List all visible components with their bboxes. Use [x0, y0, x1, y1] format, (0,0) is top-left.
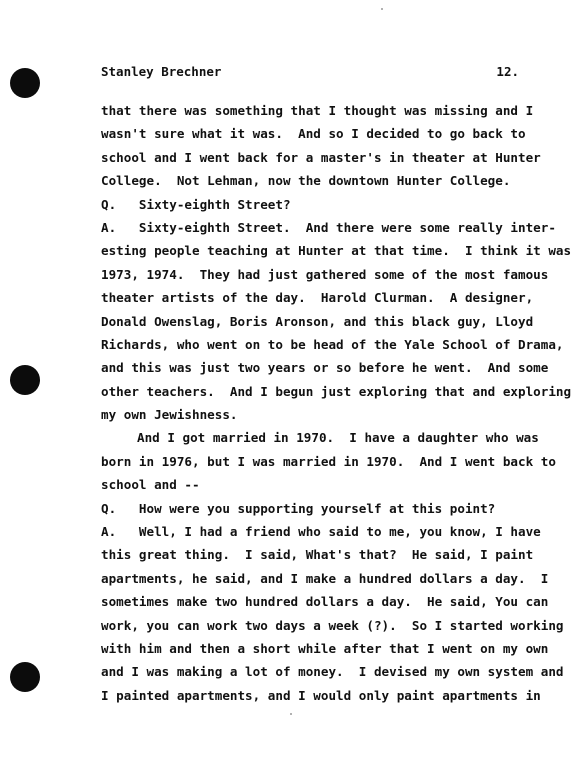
transcript-line: Q. How were you supporting yourself at this point? [101, 500, 496, 516]
transcript-line: A. Sixty-eighth Street. And there were some really inter- [101, 219, 556, 235]
transcript-line: theater artists of the day. Harold Clurman. A designer, [101, 290, 534, 306]
page-number: 12. [496, 64, 519, 79]
transcript-line: I painted apartments, and I would only paint apartments in [101, 687, 541, 703]
transcript-line: esting people teaching at Hunter at that time. I think it was [101, 243, 572, 259]
transcript-line: other teachers. And I begun just exploring that and exploring [101, 383, 572, 399]
binder-hole-bottom [10, 662, 40, 692]
binder-hole-top [10, 68, 40, 98]
transcript-line: school and -- [101, 477, 200, 493]
interviewee-name: Stanley Brechner [101, 64, 222, 79]
scan-speck [290, 713, 292, 715]
transcript-line: A. Well, I had a friend who said to me, you know, I have [101, 524, 541, 540]
transcript-line: 1973, 1974. They had just gathered some of the most famous [101, 266, 549, 282]
transcript-line: Donald Owenslag, Boris Aronson, and this black guy, Lloyd [101, 313, 534, 329]
transcript-body [101, 99, 572, 707]
transcript-line: my own Jewishness. [101, 407, 238, 423]
transcript-line: and this was just two years or so before he went. And some [101, 360, 549, 376]
binder-hole-middle [10, 365, 40, 395]
transcript-line: wasn't sure what it was. And so I decided to go back to [101, 126, 526, 142]
transcript-line: this great thing. I said, What's that? He said, I paint [101, 547, 534, 563]
page-header [101, 64, 519, 84]
scan-speck [381, 8, 383, 10]
transcript-line: sometimes make two hundred dollars a day. He said, You can [101, 594, 549, 610]
transcript-line: work, you can work two days a week (?). So I started working [101, 617, 564, 633]
transcript-line: school and I went back for a master's in theater at Hunter [101, 149, 541, 165]
transcript-line: and I was making a lot of money. I devised my own system and [101, 664, 564, 680]
transcript-line: born in 1976, but I was married in 1970. And I went back to [101, 453, 556, 469]
transcript-line: Q. Sixty-eighth Street? [101, 196, 291, 212]
transcript-line: Richards, who went on to be head of the Yale School of Drama, [101, 336, 564, 352]
transcript-line: with him and then a short while after that I went on my own [101, 640, 549, 656]
transcript-line: And I got married in 1970. I have a daughter who was [137, 430, 539, 446]
transcript-line: apartments, he said, and I make a hundred dollars a day. I [101, 570, 549, 586]
transcript-line: that there was something that I thought was missing and I [101, 103, 534, 118]
transcript-line: College. Not Lehman, now the downtown Hunter College. [101, 173, 511, 189]
